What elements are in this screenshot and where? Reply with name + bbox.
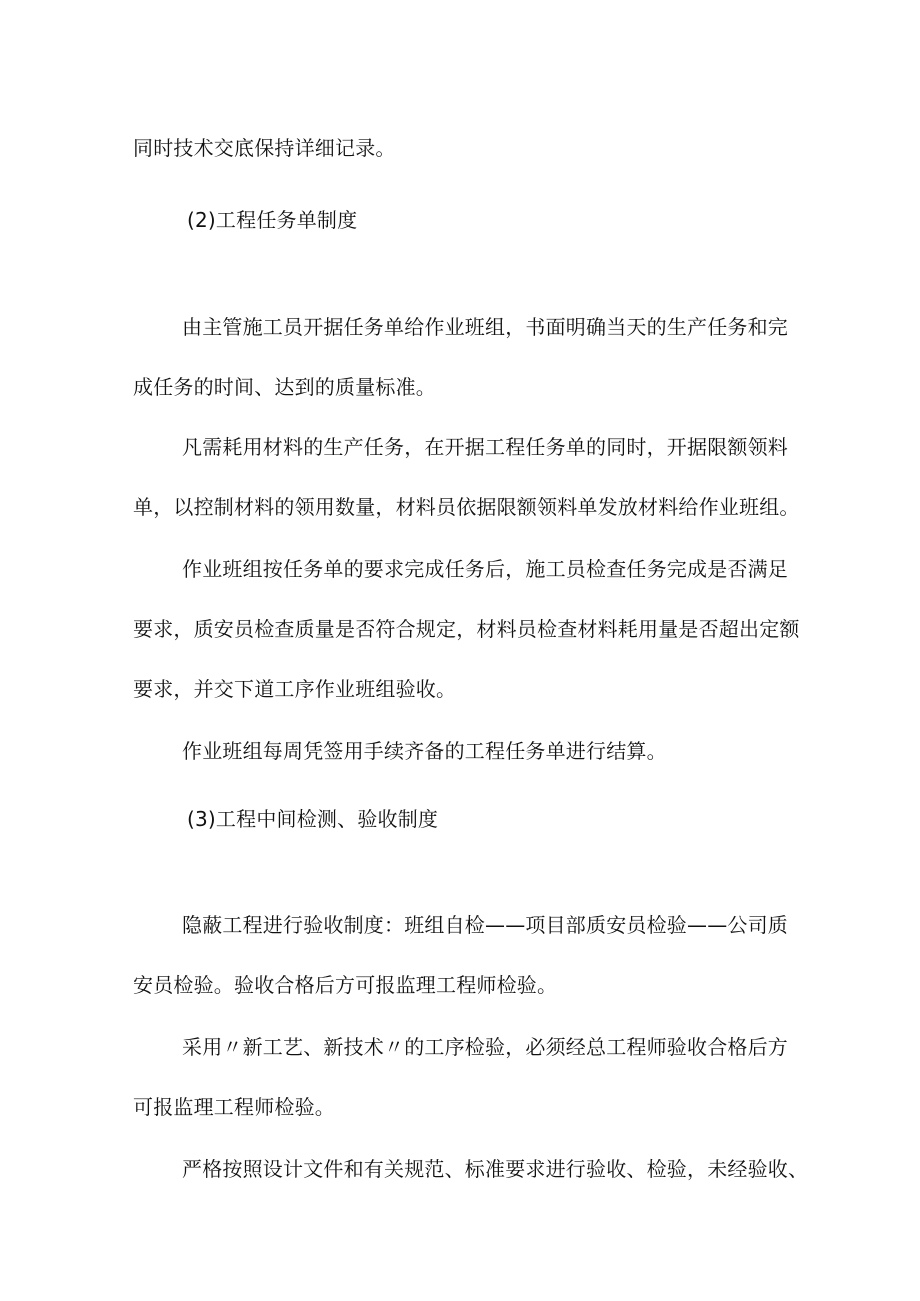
paragraph-line: 要求，并交下道工序作业班组验收。 <box>133 677 457 701</box>
paragraph-line: 作业班组按任务单的要求完成任务后，施工员检查任务完成是否满足 <box>182 557 788 581</box>
paragraph-line: 作业班组每周凭签用手续齐备的工程任务单进行结算。 <box>182 739 667 763</box>
section-heading: (2)工程任务单制度 <box>187 208 358 232</box>
text-line: 同时技术交底保持详细记录。 <box>133 136 396 160</box>
paragraph-line: 可报监理工程师检验。 <box>133 1095 335 1119</box>
paragraph-line: 凡需耗用材料的生产任务，在开据工程任务单的同时，开据限额领料 <box>182 435 788 459</box>
paragraph-line: 安员检验。验收合格后方可报监理工程师检验。 <box>133 973 558 997</box>
paragraph-line: 采用〃新工艺、新技术〃的工序检验，必须经总工程师验收合格后方 <box>182 1035 788 1059</box>
paragraph-line: 由主管施工员开据任务单给作业班组，书面明确当天的生产任务和完 <box>182 315 788 339</box>
paragraph-line: 隐蔽工程进行验收制度：班组自检——项目部质安员检验——公司质 <box>182 913 788 937</box>
paragraph-line: 严格按照设计文件和有关规范、标准要求进行验收、检验，未经验收、 <box>182 1157 809 1181</box>
paragraph-line: 要求，质安员检查质量是否符合规定，材料员检查材料耗用量是否超出定额 <box>133 617 800 641</box>
paragraph-line: 单，以控制材料的领用数量，材料员依据限额领料单发放材料给作业班组。 <box>133 495 800 519</box>
paragraph-line: 成任务的时间、达到的质量标准。 <box>133 375 436 399</box>
section-heading: (3)工程中间检测、验收制度 <box>187 807 439 831</box>
